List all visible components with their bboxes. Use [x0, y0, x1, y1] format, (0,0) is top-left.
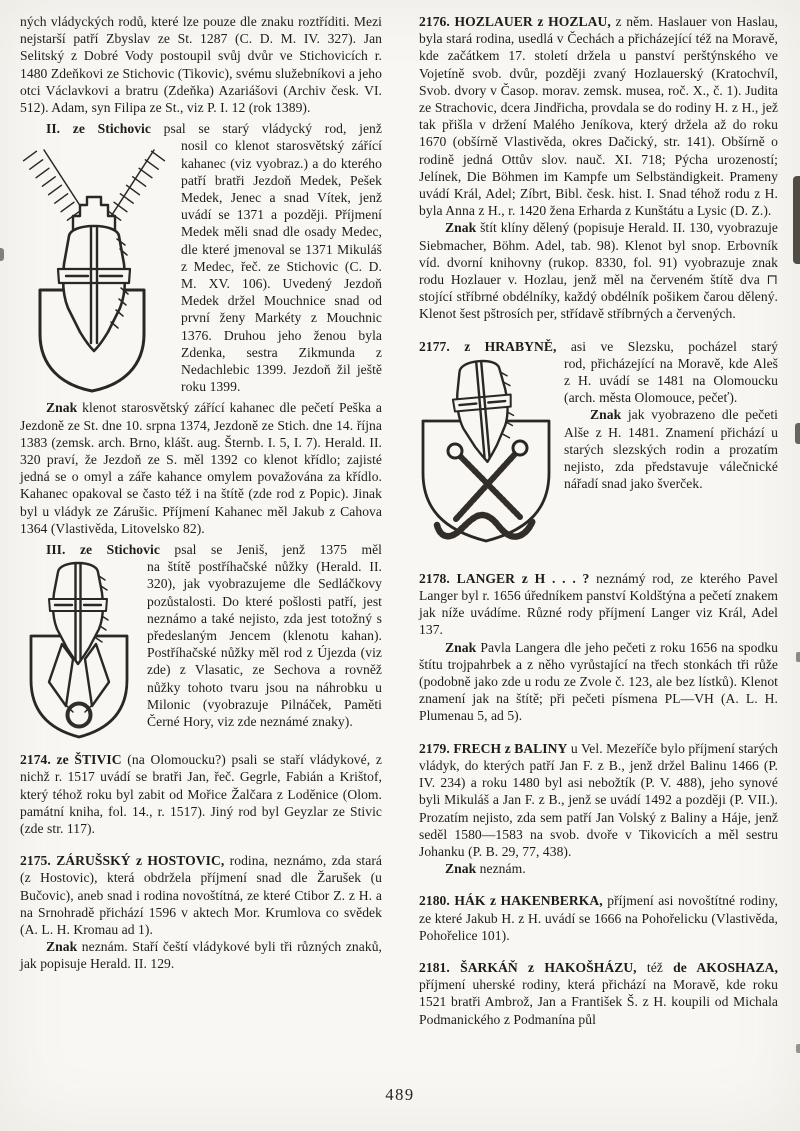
entry-2177-heading-rest: asi ve Slezsku, pocházel starý — [556, 338, 778, 354]
scan-edge-artifact — [793, 176, 800, 264]
entry-2175-znak-text: neznám. Staří čeští vládykové byli tři různých znaků, jak popisuje Herald. II. 129. — [20, 939, 382, 972]
entry-2178-znak-text: Pavla Langera dle jeho pečeti z roku 1656 na spodku štítu trojpahrbek a z něho vyrůstající na třech stonkách tři růže (podobně jako zde u rodu ze Zvole č. 123, ale bez lístků). Klenot znamení jak na štítě; při pečeti písmena PL—VH (A. L. H. Plumenau 5, ad 5). — [419, 639, 778, 724]
entry-2179-znak-paragraph — [419, 860, 778, 877]
entry-2175-znak-paragraph — [20, 938, 382, 972]
entry-2180-text: příjmení asi novoštítné rodiny, ze které Jakub H. z H. uvádí se 1666 na Pohořelicku (Vlastivěda, Pohořelice 101). — [419, 893, 778, 943]
entry-2178-znak-paragraph — [419, 639, 778, 725]
scan-edge-artifact — [0, 248, 4, 261]
section-2-znak-text: klenot starosvětský zářící kahanec dle pečetí Peška a Jezdoně ze St. dne 10. srpna 1374, Jezdoně ze Stich. dne 14. října 1383 (zemsk. arch. Brno, klášt. aug. Šternb. I. 5, I. 7). Herald. II. 320 praví, že Jezdoň ze S. měl 1392 co klenot křídlo; zajisté jedná se o omyl a záře kahance omylem považována za křídlo. Kahanec opakoval se často též i na štítě (zde rod z Popic). Jinak byl u vládyk ze Zárušic. Příjmení Kahanec měl Jakub z Cahova 1364 (Vlastivěda, Litovelsko 82). — [20, 400, 382, 536]
intro-text: ných vládyckých rodů, které lze pouze dle znaku roztříditi. Mezi nejstarší patří Zbyslav ze St. 1287 (C. D. M. IV. 327). Jan Selitský z Dobré Vody postoupil svůj dvůr ve Stichovicích r. 1480 Zdeňkovi ze Stichovic (Tikovic), svému služebníkovi a jeho otci Václavkovi a bratru (Zdeňka) Azariášovi (Archiv česk. VI. 512). Adam, syn Filipa ze St., viz P. I. 12 (rok 1389). — [20, 14, 382, 116]
entry-2177-body — [419, 355, 778, 407]
section-2-body — [20, 137, 382, 395]
entry-2178 — [419, 570, 778, 639]
right-column — [419, 13, 778, 1028]
section-2-heading — [20, 120, 382, 137]
znak-label: Znak — [46, 939, 78, 955]
intro-paragraph — [20, 13, 382, 116]
entry-2180 — [419, 892, 778, 944]
scan-edge-artifact — [796, 1044, 800, 1053]
znak-label: Znak — [445, 639, 477, 655]
entry-2176-znak-text: štít klíny dělený (popisuje Herald. II. 130, vyobrazuje Siebmacher, Böhm. Adel, tab. 98). Klenot byl snop. Erbovník víd. dvorní knihovny (rukop. 8330, fol. 91) vyobrazuje znak rodu Hozlauer v. Hozlau, jenž měl na červeném štítě dva ⊓ stojící stříbrné obdélníky, každý obdélník pošikem čarou dělený. Klenot šest pštrosích per, střídavě stříbrných a červených. — [419, 220, 778, 322]
entry-2181-title: 2181. ŠARKÁŇ z HAKOŠHÁZU, — [419, 959, 637, 975]
section-3-heading — [20, 541, 382, 558]
znak-label: Znak — [445, 861, 477, 877]
entry-2181-title-alt: de AKOSHAZA, — [673, 959, 778, 975]
entry-2174-title: 2174. ze ŠTIVIC — [20, 752, 122, 768]
entry-2179 — [419, 740, 778, 860]
section-3-body-text: na štítě postříhačské nůžky (Herald. II. 320), jak vyobrazujeme dle Sedláčkovy pozůstalosti. Do které pošlosti patří, jest neznámo a také nejisto, zda jest totožný s předeslaným Jencem (klenotu kahan). Postříhačské nůžky měl rod z Újezda (viz zde) z Vlasatic, ze Sechova a rovněž nůžky tohoto tvaru jsou na náhrobku u Milonic (vyobrazuje Pilnáček, Paměti Černé Hory, viz zde neznámé znaky). — [147, 559, 382, 730]
section-2-body-text: nosil co klenot starosvětský zářící kahanec (viz vyobraz.) a do kterého patří bratři Jezdoň Medek, Pešek Medek, Jenec a snad Vítek, jenž uvádí se 1371 a později. Příjmení Medek měli snad dle osady Medec, dle které jmenoval se 1371 Mikuláš z Medec, řeč. ze Stichovic (C. D. M. XV. 106). Uvedený Jezdoň Medek držel Mouchnice snad od první ženy Markéty z Mouchnic 1376. Druhou jeho ženou byla Zdenka, sestra Zikmunda z Nedachlebic 1399. Jezdoň žil ještě roku 1399. — [181, 138, 382, 395]
section-2-title: II. ze Stichovic — [46, 121, 151, 137]
entry-2181-text: příjmení uherské rodiny, která přichází na Moravě, kde roku 1521 bratři Ambrož, Jan a František Š. z H. koupili od Michala Podmanického z Podmanína půl — [419, 977, 778, 1027]
entry-2175-title: 2175. ZÁRUŠSKÝ z HOSTOVIC, — [20, 853, 225, 869]
entry-2179-text: u Vel. Mezeříče bylo příjmení starých vládyk, do kterých patří Jan F. z B., jenž držel Balinu 1466 (P. IV. 234) a roku 1480 byl asi nebožtík (P. V. 488), jeho synové byli Mikuláš a Jan F. z B., jenž se uvádí 1492 a později (P. VII.). Prozatím nejisto, zda sem patří Jan Volský z Baliny a Háje, jenž seděl 1580—1583 na svob. dvoře v Tikovicích a měl sestru Johanku (P. B. 29, 77, 438). — [419, 740, 778, 859]
left-column — [20, 13, 382, 973]
entry-2177-znak-text: jak vyobrazeno dle pečeti Alše z H. 1481. Znamení přichází u starých slezských rodin a prozatím nejisto, zda představuje válečnické nářadí snad jako šverček. — [564, 407, 778, 492]
entry-2178-title: 2178. LANGER z H . . . ? — [419, 570, 590, 586]
scan-edge-artifact — [796, 652, 800, 662]
entry-2175 — [20, 852, 382, 938]
entry-2176-text: z něm. Haslauer von Haslau, byla stará rodina, usedlá v Čechách a přicházející též na Moravě, kde začátkem 17. století držela u panství perštýnského ve Vojetíně svob. dvůr, později zvaný Hozlauerský (Kratochvíl, Svob. dvory v Časop. morav. zemsk. musea, roč. X., č. 1). Judita ze Strachovic, dcera Jindřicha, provdala se do rodiny H. z H., jež tak přišla v držení Malého Jeníkova, který držela až do roku 1670 (obšírně Vlastivěda, okres Dačický, str. 141). Obšírně o rodině jedná Ottův slov. nauč. XI. 718; Pýcha urozeností; Jelínek, Die Böhmen im Kampfe um Selbständigkeit. Prameny uvádí Král, Adel; Zíbrt, Bibl. česk. hist. I. Snad téhož rodu z H. byla Anna z H., r. 1420 žena Erharda z Kunštátu a Lysic (D. Z.). — [419, 14, 778, 219]
entry-2176-title: 2176. HOZLAUER z HOZLAU, — [419, 14, 611, 29]
entry-2177-text: rod, přicházející na Moravě, kde Aleš z H. uvádí se 1481 na Olomoucku (arch. města Olomouce, pečeť). — [564, 355, 778, 406]
znak-label: Znak — [445, 220, 477, 236]
section-3-body — [20, 558, 382, 730]
entry-2179-znak-text: neznám. — [476, 861, 526, 877]
section-3-title: III. ze Stichovic — [46, 542, 160, 558]
entry-2181 — [419, 959, 778, 1028]
stichovic-lamp-arms-illustration — [20, 140, 170, 395]
stichovic-shears-arms-illustration — [26, 560, 138, 748]
entry-2176 — [419, 13, 778, 219]
entry-2179-title: 2179. FRECH z BALINY — [419, 740, 568, 756]
znak-label: Znak — [590, 407, 622, 423]
entry-2178-text: neznámý rod, ze kterého Pavel Langer byl r. 1656 úředníkem panství Koldštýna a pečetí znakem jak níže uvádíme. Různé rody příjmení Langer viz Král, Adel 137. — [419, 570, 778, 638]
section-2-znak-paragraph — [20, 399, 382, 537]
entry-2176-znak-paragraph — [419, 219, 778, 322]
scan-edge-artifact — [795, 423, 800, 444]
entry-2175-text: rodina, neznámo, zda stará (z Hostovic), která obdržela příjmení snad dle Žarušek (u Bučovic), aneb snad i rodina novoštítná, ze které Ctibor Z. z H. a na Srnohradě přichází 1596 v aktech Mor. Krumlova co svědek (A. L. H. Kromau ad 1). — [20, 853, 382, 938]
entry-2181-mid-text: též — [636, 959, 674, 975]
section-2-heading-rest: psal se starý vládycký rod, jenž — [150, 121, 382, 137]
entry-2180-title: 2180. HÁK z HAKENBERKA, — [419, 893, 603, 909]
section-3-heading-rest: psal se Jeniš, jenž 1375 měl — [159, 542, 382, 558]
hrabyne-arms-illustration — [419, 359, 555, 567]
page-number: 489 — [385, 1085, 415, 1104]
entry-2174 — [20, 751, 382, 837]
entry-2177-title: 2177. z HRABYNĚ, — [419, 338, 557, 354]
znak-label: Znak — [46, 400, 78, 416]
entry-2177-heading — [419, 338, 778, 355]
entry-2174-text: (na Olomoucku?) psali se staří vládykové, z nichž r. 1517 uvádí se bratři Jan, řeč. Gegrle, Fabián a Krištof, který téhož roku byl zabit od Mořice Žalčara z Loděnice (Olom. památní kniha, fol. 14., r. 1517). Jiný rod byl Geyzlar ze Stivic (zde str. 117). — [20, 752, 382, 837]
